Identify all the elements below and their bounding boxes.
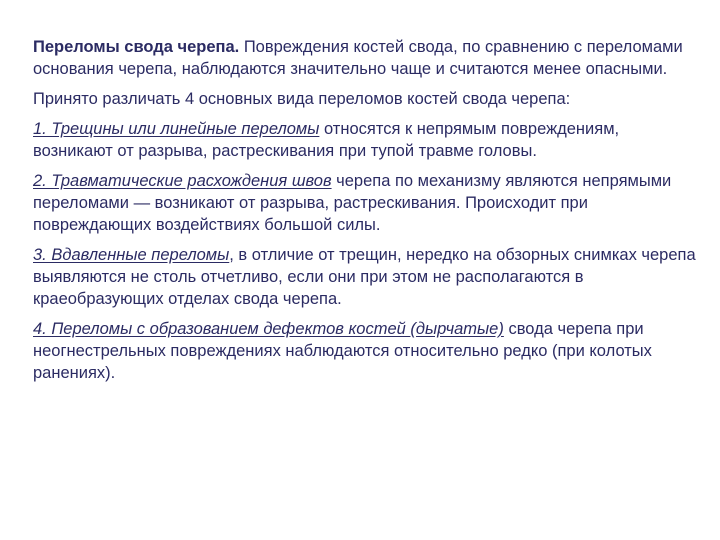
fracture-type-4 <box>33 318 697 384</box>
fracture-type-2 <box>33 170 697 236</box>
intro-paragraph <box>33 36 697 80</box>
lead-paragraph: Принято различать 4 основных вида переломов костей свода черепа: <box>33 90 571 108</box>
slide-content <box>33 36 697 392</box>
intro-text: Повреждения костей свода, по сравнению с переломами основания черепа, наблюдаются значительно чаще и считаются менее опасными. <box>33 38 683 78</box>
fracture-type-4-text: свода черепа при неогнестрельных повреждениях наблюдаются относительно редко (при колотых ранениях). <box>33 320 652 382</box>
fracture-type-1-term: 1. Трещины или линейные переломы <box>33 120 320 138</box>
fracture-type-3-text: , в отличие от трещин, нередко на обзорных снимках черепа выявляются не столь отчетливо, если они при этом не располагаются в краеобразующих отделах свода черепа. <box>33 246 696 308</box>
fracture-type-4-term: 4. Переломы с образованием дефектов костей (дырчатые) <box>33 320 504 338</box>
intro-heading: Переломы свода черепа. <box>33 38 240 56</box>
fracture-type-2-text: черепа по механизму являются непрямыми переломами — возникают от разрыва, растрескивания. Происходит при повреждающих воздействиях большой силы. <box>33 172 672 234</box>
fracture-type-3-term: 3. Вдавленные переломы <box>33 246 230 264</box>
fracture-type-3 <box>33 244 697 310</box>
fracture-type-1 <box>33 118 697 162</box>
fracture-type-1-text: относятся к непрямым повреждениям, возникают от разрыва, растрескивания при тупой травме головы. <box>33 120 620 160</box>
fracture-type-2-term: 2. Травматические расхождения швов <box>33 172 332 190</box>
